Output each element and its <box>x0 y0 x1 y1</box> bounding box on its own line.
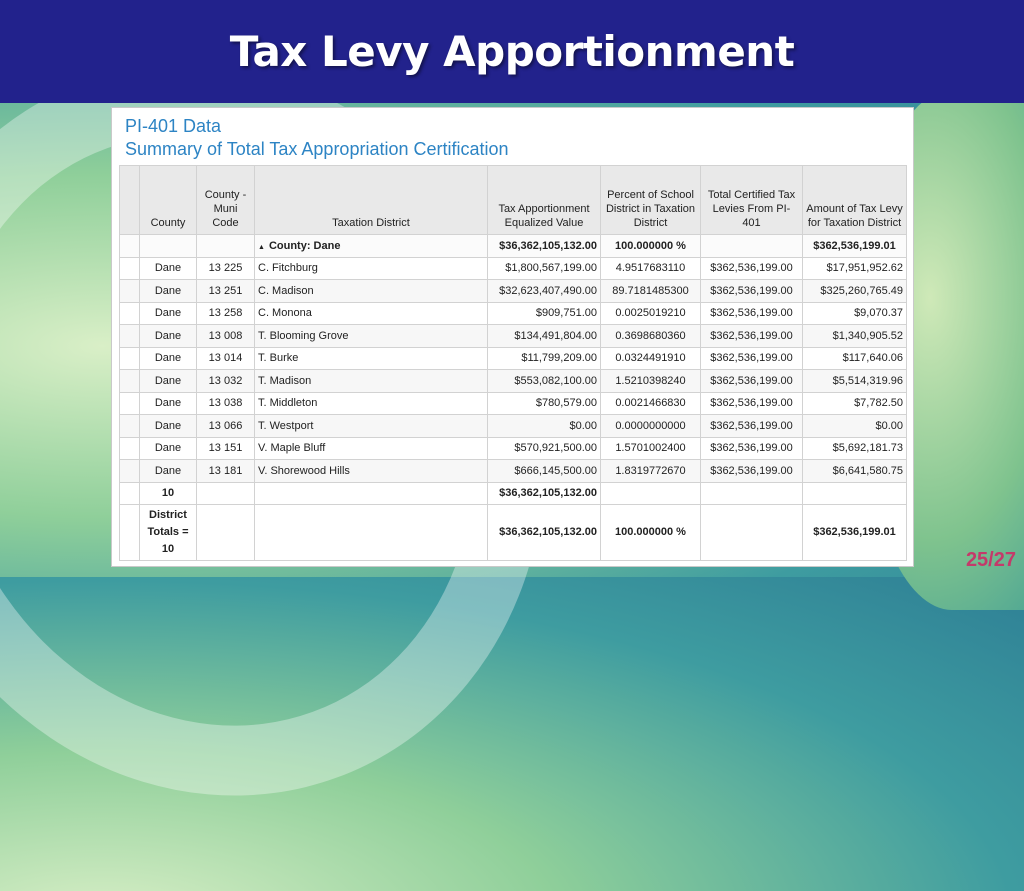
group-label: County: Dane <box>268 239 341 252</box>
cell-certified: $362,536,199.00 <box>701 325 803 348</box>
cell-district: C. Madison <box>255 280 488 303</box>
empty-cell <box>601 482 701 504</box>
totals-label-line2: Totals = <box>147 525 189 538</box>
cell-percent: 1.5210398240 <box>601 370 701 393</box>
row-spacer <box>120 460 140 483</box>
empty-cell <box>701 504 803 560</box>
cell-levy: $117,640.06 <box>803 347 907 370</box>
cell-code: 13 066 <box>197 415 255 438</box>
totals-label-line3: 10 <box>161 542 175 555</box>
cell-county: Dane <box>140 280 197 303</box>
count-value: 10 <box>140 482 197 504</box>
cell-district: C. Fitchburg <box>255 257 488 280</box>
empty-cell <box>803 482 907 504</box>
row-spacer <box>120 415 140 438</box>
table-row[interactable] <box>120 415 907 438</box>
cell-certified: $362,536,199.00 <box>701 370 803 393</box>
totals-equalized: $36,362,105,132.00 <box>488 504 601 560</box>
cell-code: 13 032 <box>197 370 255 393</box>
cell-equalized: $780,579.00 <box>488 392 601 415</box>
cell-district: T. Westport <box>255 415 488 438</box>
header-district[interactable]: Taxation District <box>255 166 488 235</box>
cell-percent: 89.7181485300 <box>601 280 701 303</box>
cell-equalized: $1,800,567,199.00 <box>488 257 601 280</box>
cell-equalized: $570,921,500.00 <box>488 437 601 460</box>
totals-percent: 100.000000 % <box>601 504 701 560</box>
cell-percent: 0.0324491910 <box>601 347 701 370</box>
report-title: PI-401 Data <box>125 116 222 136</box>
header-county[interactable]: County <box>140 166 197 235</box>
table-row[interactable] <box>120 370 907 393</box>
cell-percent: 0.0025019210 <box>601 302 701 325</box>
group-spacer <box>120 235 140 258</box>
row-spacer <box>120 370 140 393</box>
cell-percent: 0.0000000000 <box>601 415 701 438</box>
cell-percent: 4.9517683110 <box>601 257 701 280</box>
count-equalized: $36,362,105,132.00 <box>488 482 601 504</box>
cell-equalized: $11,799,209.00 <box>488 347 601 370</box>
cell-code: 13 258 <box>197 302 255 325</box>
slide-title: Tax Levy Apportionment <box>229 27 795 76</box>
collapse-triangle-icon[interactable]: ▲ <box>258 243 265 251</box>
cell-county: Dane <box>140 392 197 415</box>
cell-code: 13 181 <box>197 460 255 483</box>
group-levy: $362,536,199.01 <box>803 235 907 258</box>
cell-code: 13 151 <box>197 437 255 460</box>
cell-certified: $362,536,199.00 <box>701 460 803 483</box>
table-row[interactable] <box>120 392 907 415</box>
cell-certified: $362,536,199.00 <box>701 302 803 325</box>
cell-certified: $362,536,199.00 <box>701 280 803 303</box>
cell-county: Dane <box>140 415 197 438</box>
table-row[interactable] <box>120 347 907 370</box>
cell-code: 13 038 <box>197 392 255 415</box>
cell-county: Dane <box>140 370 197 393</box>
cell-code: 13 251 <box>197 280 255 303</box>
group-equalized: $36,362,105,132.00 <box>488 235 601 258</box>
cell-district: C. Monona <box>255 302 488 325</box>
cell-percent: 1.5701002400 <box>601 437 701 460</box>
slide-header <box>0 0 1024 103</box>
row-spacer <box>120 347 140 370</box>
cell-certified: $362,536,199.00 <box>701 415 803 438</box>
row-spacer <box>120 437 140 460</box>
cell-district: V. Maple Bluff <box>255 437 488 460</box>
cell-equalized: $32,623,407,490.00 <box>488 280 601 303</box>
cell-levy: $1,340,905.52 <box>803 325 907 348</box>
count-row <box>120 482 907 504</box>
cell-county: Dane <box>140 302 197 325</box>
cell-certified: $362,536,199.00 <box>701 437 803 460</box>
row-spacer <box>120 302 140 325</box>
header-levy[interactable]: Amount of Tax Levy for Taxation District <box>803 166 907 235</box>
report-subtitle: Summary of Total Tax Appropriation Certification <box>125 139 509 159</box>
cell-certified: $362,536,199.00 <box>701 257 803 280</box>
cell-percent: 0.0021466830 <box>601 392 701 415</box>
row-spacer <box>120 325 140 348</box>
cell-county: Dane <box>140 347 197 370</box>
cell-levy: $17,951,952.62 <box>803 257 907 280</box>
totals-label <box>140 504 197 560</box>
row-spacer <box>120 392 140 415</box>
cell-levy: $325,260,765.49 <box>803 280 907 303</box>
cell-levy: $0.00 <box>803 415 907 438</box>
table-row[interactable] <box>120 460 907 483</box>
row-spacer <box>120 280 140 303</box>
group-empty <box>197 235 255 258</box>
group-percent: 100.000000 % <box>601 235 701 258</box>
cell-county: Dane <box>140 325 197 348</box>
header-equalized[interactable]: Tax Apportionment Equalized Value <box>488 166 601 235</box>
group-empty <box>140 235 197 258</box>
cell-certified: $362,536,199.00 <box>701 347 803 370</box>
header-percent[interactable]: Percent of School District in Taxation District <box>601 166 701 235</box>
table-row[interactable] <box>120 437 907 460</box>
row-spacer <box>120 257 140 280</box>
district-totals-row <box>120 504 907 560</box>
empty-cell <box>701 482 803 504</box>
cell-code: 13 225 <box>197 257 255 280</box>
group-label-cell[interactable] <box>255 235 488 258</box>
row-spacer <box>120 504 140 560</box>
empty-cell <box>197 482 255 504</box>
empty-cell <box>255 482 488 504</box>
cell-district: T. Middleton <box>255 392 488 415</box>
row-spacer <box>120 482 140 504</box>
table-row[interactable] <box>120 325 907 348</box>
cell-county: Dane <box>140 460 197 483</box>
totals-levy: $362,536,199.01 <box>803 504 907 560</box>
header-code[interactable]: County - Muni Code <box>197 166 255 235</box>
cell-equalized: $134,491,804.00 <box>488 325 601 348</box>
header-certified[interactable]: Total Certified Tax Levies From PI-401 <box>701 166 803 235</box>
cell-certified: $362,536,199.00 <box>701 392 803 415</box>
cell-levy: $5,514,319.96 <box>803 370 907 393</box>
cell-equalized: $666,145,500.00 <box>488 460 601 483</box>
empty-cell <box>255 504 488 560</box>
header-spacer <box>120 166 140 235</box>
cell-equalized: $553,082,100.00 <box>488 370 601 393</box>
header-row <box>120 166 907 235</box>
cell-county: Dane <box>140 437 197 460</box>
page-number: 25/27 <box>965 549 1016 571</box>
cell-district: T. Blooming Grove <box>255 325 488 348</box>
table-row[interactable] <box>120 280 907 303</box>
report-panel <box>111 107 914 567</box>
table-row[interactable] <box>120 257 907 280</box>
group-row[interactable] <box>120 235 907 258</box>
empty-cell <box>197 504 255 560</box>
cell-levy: $9,070.37 <box>803 302 907 325</box>
cell-code: 13 014 <box>197 347 255 370</box>
cell-levy: $7,782.50 <box>803 392 907 415</box>
cell-county: Dane <box>140 257 197 280</box>
levy-table <box>119 165 907 561</box>
cell-district: V. Shorewood Hills <box>255 460 488 483</box>
cell-levy: $5,692,181.73 <box>803 437 907 460</box>
cell-equalized: $0.00 <box>488 415 601 438</box>
cell-equalized: $909,751.00 <box>488 302 601 325</box>
cell-percent: 1.8319772670 <box>601 460 701 483</box>
totals-label-line1: District <box>149 508 187 521</box>
group-empty <box>701 235 803 258</box>
cell-code: 13 008 <box>197 325 255 348</box>
cell-levy: $6,641,580.75 <box>803 460 907 483</box>
cell-district: T. Burke <box>255 347 488 370</box>
table-row[interactable] <box>120 302 907 325</box>
cell-district: T. Madison <box>255 370 488 393</box>
cell-percent: 0.3698680360 <box>601 325 701 348</box>
